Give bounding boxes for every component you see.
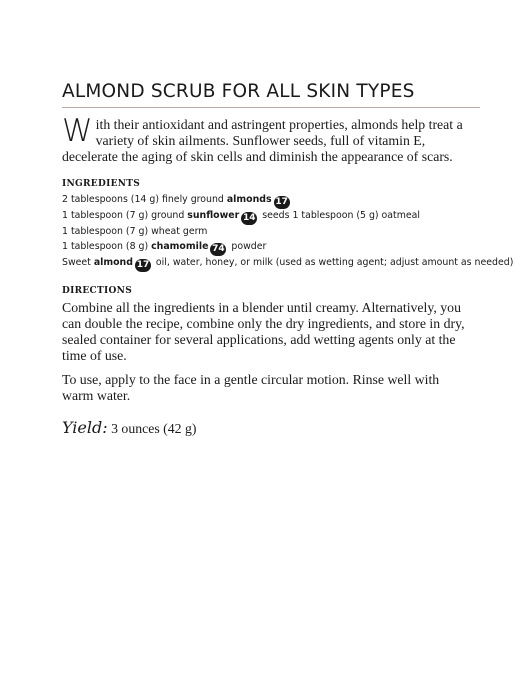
ingredient-badge: 14 — [242, 213, 256, 223]
ingredient-name: sunflower — [187, 210, 240, 221]
ingredient-text: oil, water, honey, or milk (used as wetting agent; adjust amount as needed) — [152, 256, 514, 268]
intro-paragraph — [62, 113, 480, 165]
ingredient-item — [62, 193, 480, 209]
intro-text: ith their antioxidant and astringent properties, almonds help treat a variety of skin ailments. Sunflower seeds, full of vitamin E, decelerate the aging of skin cells and diminish the appearance of scars. — [62, 117, 463, 164]
ingredient-text: 1 tablespoon (7 g) ground — [62, 210, 188, 221]
ingredients-heading: INGREDIENTS — [62, 179, 141, 189]
yield-label: Yield: — [62, 417, 108, 437]
ingredient-item — [62, 209, 480, 225]
title-divider — [62, 107, 480, 108]
directions-block — [62, 300, 480, 404]
ingredient-text: seeds 1 tablespoon (5 g) oatmeal — [259, 210, 420, 221]
yield-line — [62, 418, 480, 437]
directions-heading: DIRECTIONS — [62, 285, 132, 296]
ingredient-badge: 17 — [275, 197, 288, 207]
ingredient-item — [62, 256, 514, 272]
ingredient-badge: 17 — [136, 259, 150, 270]
ingredient-text: powder — [228, 240, 267, 252]
ingredient-item — [62, 240, 480, 256]
intro-dropcap: W — [62, 113, 93, 149]
ingredient-text: 1 tablespoon (7 g) wheat germ — [62, 226, 208, 237]
directions-paragraph: Combine all the ingredients in a blender until creamy. Alternatively, you can double the recipe, combine only the dry ingredients, and store in dry, sealed container for several applications, add wetting agents only at the time of use. — [62, 299, 465, 363]
ingredient-item — [62, 225, 480, 240]
ingredient-text: 1 tablespoon (8 g) — [62, 240, 152, 252]
recipe-title: ALMOND SCRUB FOR ALL SKIN TYPES — [62, 81, 415, 102]
ingredients-list — [62, 193, 514, 272]
ingredient-name: almond — [93, 256, 133, 268]
ingredient-text: Sweet — [62, 256, 94, 268]
ingredient-name: almonds — [226, 194, 272, 205]
ingredient-name: chamomile — [151, 240, 209, 252]
ingredient-badge: 74 — [212, 243, 225, 254]
yield-value: 3 ounces (42 g) — [107, 420, 197, 436]
directions-paragraph: To use, apply to the face in a gentle circular motion. Rinse well with warm water. — [62, 371, 440, 403]
ingredient-text: 2 tablespoons (14 g) finely ground — [62, 194, 227, 205]
